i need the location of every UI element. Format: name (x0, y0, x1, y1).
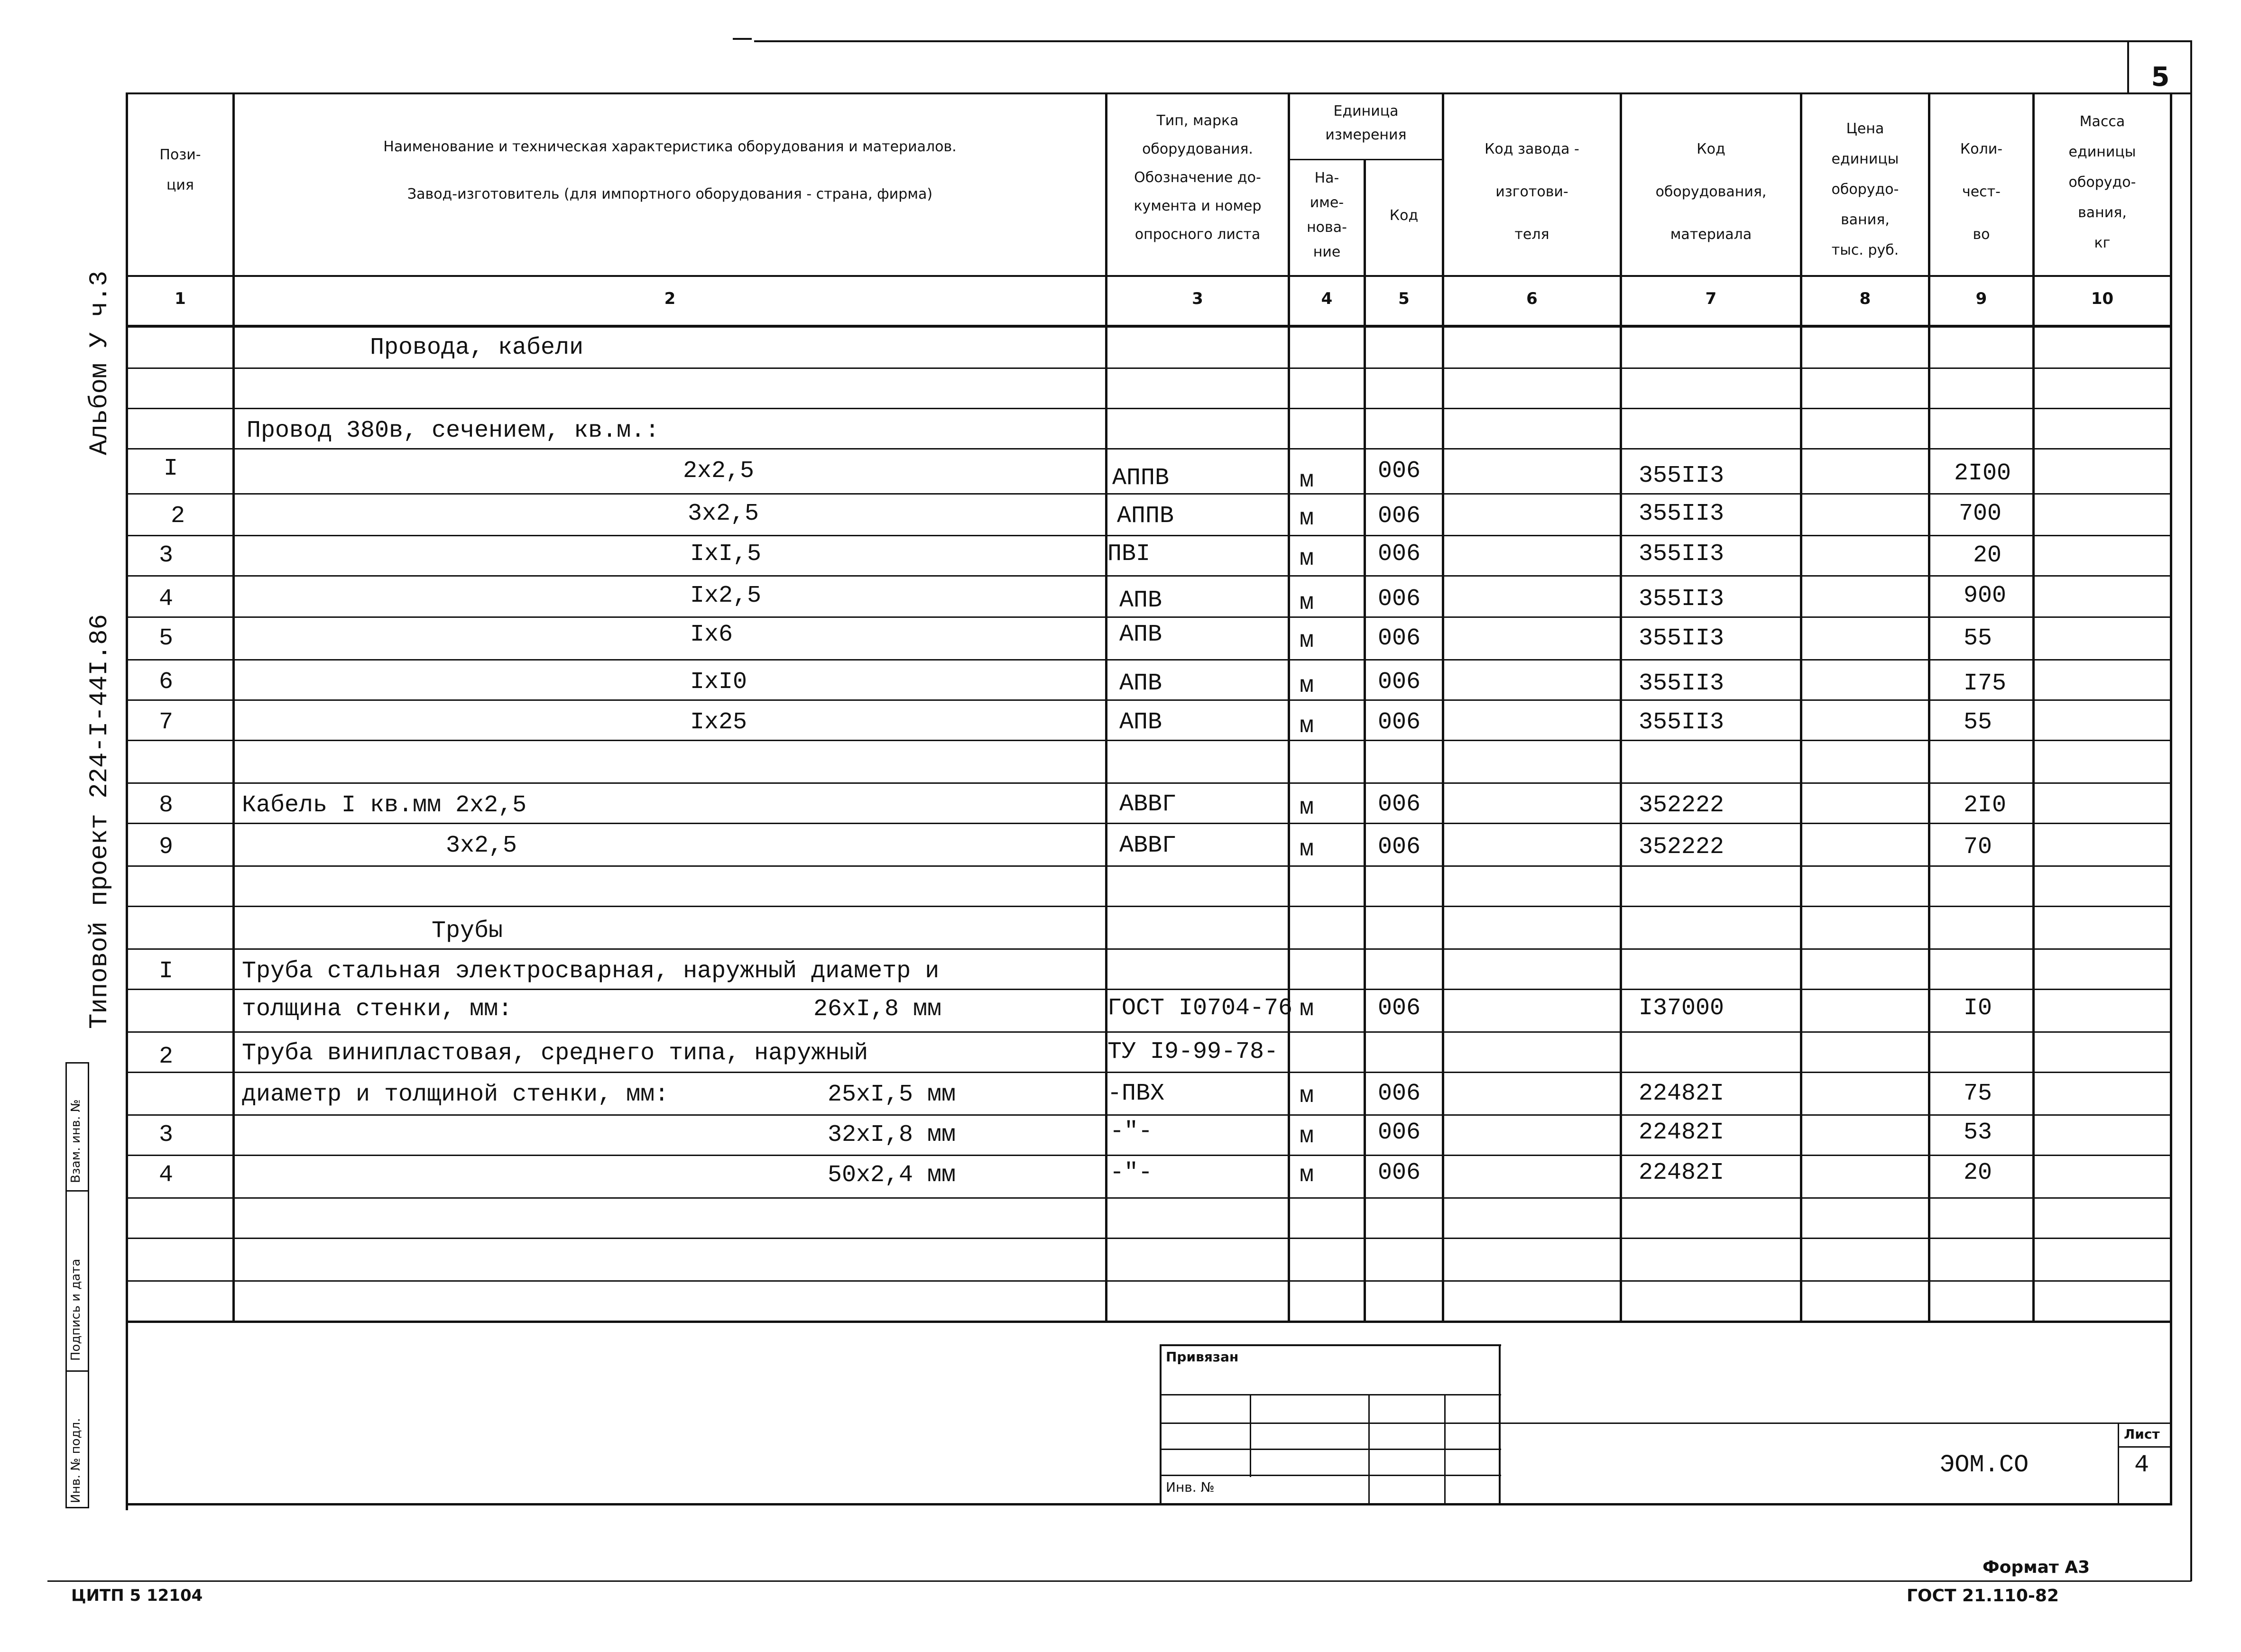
stamp-privyazan: Привязан (1166, 1349, 1239, 1365)
table-row-pos: I (164, 455, 178, 482)
stamp-inv-number: Инв. № (1166, 1479, 1215, 1495)
table-row-qty: 20 (1964, 1159, 1992, 1186)
table-row-qty: 2I00 (1954, 460, 2011, 487)
table-row-size: 26xI,8 мм (813, 996, 942, 1023)
side-label-album: Альбом У ч.3 (85, 271, 114, 455)
table-row-type: -ПВХ (1107, 1080, 1165, 1107)
table-row-name: Труба винипластовая, среднего типа, наружный (242, 1040, 868, 1067)
table-row-type: АППВ (1112, 465, 1170, 492)
table-row-name: Ix25 (690, 709, 747, 736)
table-row-name: Ix2,5 (690, 582, 762, 609)
table-row-type: АППВ (1117, 503, 1174, 530)
table-row-unit: м (1300, 836, 1314, 863)
table-row-type: -"- (1110, 1118, 1153, 1145)
table-row-code: 006 (1378, 834, 1421, 861)
table-row-equip-code: 22482I (1639, 1080, 1725, 1107)
table-row-equip-code: 355II3 (1639, 625, 1725, 652)
table-row-code: 006 (1378, 458, 1421, 485)
table-row-unit: м (1300, 794, 1314, 821)
table-row-equip-code: 22482I (1639, 1159, 1725, 1186)
sheet-value: 4 (2134, 1451, 2149, 1479)
table-row-name: толщина стенки, мм: (242, 996, 513, 1023)
table-row-code: 006 (1378, 1159, 1421, 1186)
table-row-equip-code: 352222 (1639, 792, 1725, 819)
header-type: Тип, марка оборудования. Обозначение до- кумента и номер опросного листа (1134, 112, 1262, 243)
footer-left: ЦИТП 5 12104 (71, 1586, 203, 1605)
header-quantity: Коли- чест- во (1960, 141, 2003, 243)
col-num-10: 10 (2091, 289, 2114, 308)
table-row-equip-code: 352222 (1639, 834, 1725, 861)
table-row-equip-code: 355II3 (1639, 462, 1725, 489)
table-row-name: Ix6 (690, 621, 733, 648)
table-row-name: Кабель I кв.мм 2x2,5 (242, 792, 527, 819)
col-num-9: 9 (1975, 289, 1987, 308)
col-num-5: 5 (1398, 289, 1410, 308)
table-row-pos: 8 (159, 792, 174, 819)
col-num-4: 4 (1321, 289, 1333, 308)
col-num-8: 8 (1859, 289, 1871, 308)
side-label-inv-original: Инв. № подл. (69, 1418, 83, 1503)
table-row-type: АПВ (1119, 587, 1162, 614)
table-row-unit: м (1300, 1083, 1314, 1110)
table-row-equip-code: 22482I (1639, 1119, 1725, 1146)
sheet-label: Лист (2124, 1426, 2160, 1442)
table-row-unit: м (1300, 672, 1314, 699)
table-row-code: 006 (1378, 1119, 1421, 1146)
table-row-name: IxI0 (690, 669, 747, 696)
side-label-signature-date: Подпись и дата (69, 1258, 83, 1361)
header-price: Цена единицы оборудо- вания, тыс. руб. (1831, 120, 1899, 258)
col-num-6: 6 (1526, 289, 1538, 308)
table-row-code: 006 (1378, 586, 1421, 613)
table-row-qty: 20 (1973, 542, 2002, 569)
table-row-qty: I75 (1964, 670, 2007, 697)
header-position: Пози- ция (159, 147, 201, 193)
table-row-equip-code: 355II3 (1639, 541, 1725, 568)
table-row-size: 32xI,8 мм (828, 1121, 956, 1148)
table-row-qty: 55 (1964, 709, 1992, 736)
table-row-equip-code: 355II3 (1639, 670, 1725, 697)
table-row-name: 3x2,5 (688, 500, 759, 527)
table-row-qty: 700 (1959, 500, 2002, 527)
table-row-type: АВВГ (1119, 791, 1177, 818)
table-row-name: Труба стальная электросварная, наружный диаметр и (242, 958, 940, 985)
header-unit-code: Код (1389, 207, 1419, 224)
table-row-type: -"- (1110, 1159, 1153, 1186)
table-row-code: 006 (1378, 995, 1421, 1022)
table-row-pos: I (159, 958, 174, 985)
section-title-pipes: Трубы (432, 918, 503, 945)
table-row-pos: 5 (159, 625, 174, 652)
table-row-qty: 70 (1964, 834, 1992, 861)
table-row-size: 50x2,4 мм (828, 1162, 956, 1189)
table-row-code: 006 (1378, 625, 1421, 652)
table-row-type: ТУ I9-99-78- (1107, 1038, 1279, 1065)
header-equipment-code: Код оборудования, материала (1655, 141, 1767, 243)
table-row-type: АВВГ (1119, 832, 1177, 859)
table-row-code: 006 (1378, 791, 1421, 818)
table-row-unit: м (1300, 505, 1314, 532)
table-row-code: 006 (1378, 503, 1421, 530)
table-row-unit: м (1300, 589, 1314, 616)
header-unit: Единица измерения (1325, 103, 1407, 143)
table-row-pos: 9 (159, 834, 174, 861)
table-row-size: 25xI,5 мм (828, 1081, 956, 1108)
table-row-equip-code: 355II3 (1639, 500, 1725, 527)
table-row-qty: I0 (1964, 995, 1992, 1022)
table-row-name: 3x2,5 (446, 832, 517, 859)
table-row-pos: 2 (171, 503, 185, 530)
table-row-pos: 7 (159, 709, 174, 736)
header-unit-name: На- име- нова- ние (1307, 170, 1347, 260)
table-row-unit: м (1300, 1162, 1314, 1189)
side-label-project: Типовой проект 224-I-44I.86 (85, 614, 114, 1029)
table-row-unit: м (1300, 996, 1314, 1023)
table-row-qty: 55 (1964, 625, 1992, 652)
header-factory-code: Код завода - изготови- теля (1485, 141, 1579, 243)
table-row-pos: 2 (159, 1043, 174, 1070)
table-row-pos: 4 (159, 1162, 174, 1189)
table-row-equip-code: 355II3 (1639, 709, 1725, 736)
table-row-qty: 2I0 (1964, 792, 2007, 819)
table-row-unit: м (1300, 467, 1314, 494)
table-row-pos: 3 (159, 542, 174, 569)
table-row-qty: 75 (1964, 1080, 1992, 1107)
table-row-unit: м (1300, 627, 1314, 654)
header-name-line1: Наименование и техническая характеристика оборудования и материалов. (383, 138, 957, 155)
header-mass: Масса единицы оборудо- вания, кг (2068, 113, 2136, 251)
table-row-pos: 4 (159, 586, 174, 613)
table-row-unit: м (1300, 713, 1314, 740)
col-num-3: 3 (1192, 289, 1203, 308)
table-row-pos: 3 (159, 1121, 174, 1148)
table-row-code: 006 (1378, 541, 1421, 568)
table-row-code: 006 (1378, 669, 1421, 696)
table-row-pos: 6 (159, 669, 174, 696)
table-row-type: АПВ (1119, 709, 1162, 736)
table-row-type: АПВ (1119, 621, 1162, 648)
table-row-label: Провод 380в, сечением, кв.м.: (247, 417, 660, 444)
side-label-replace-inv: Взам. инв. № (69, 1099, 83, 1183)
table-row-name: IxI,5 (690, 541, 762, 568)
table-row-qty: 900 (1964, 582, 2007, 609)
table-row-qty: 53 (1964, 1119, 1992, 1146)
footer-format: Формат А3 (1983, 1558, 2090, 1577)
table-row-unit: м (1300, 1123, 1314, 1150)
table-row-code: 006 (1378, 1080, 1421, 1107)
table-row-type: ПВI (1107, 541, 1151, 568)
table-row-name: 2x2,5 (683, 458, 755, 485)
col-num-7: 7 (1705, 289, 1717, 308)
col-num-1: 1 (175, 289, 186, 308)
table-row-equip-code: I37000 (1639, 995, 1725, 1022)
table-row-code: 006 (1378, 709, 1421, 736)
table-row-equip-code: 355II3 (1639, 586, 1725, 613)
table-row-unit: м (1300, 545, 1314, 572)
top-sheet-number: 5 (2151, 62, 2170, 92)
section-title-wires: Провода, кабели (370, 334, 584, 361)
footer-gost: ГОСТ 21.110-82 (1907, 1586, 2059, 1606)
col-num-2: 2 (664, 289, 676, 308)
doc-code: ЭОМ.СО (1940, 1451, 2029, 1479)
table-row-name: диаметр и толщиной стенки, мм: (242, 1081, 669, 1108)
header-name-line2: Завод-изготовитель (для импортного оборудования - страна, фирма) (407, 186, 933, 202)
table-row-type: ГОСТ I0704-76 (1107, 995, 1293, 1022)
table-row-type: АПВ (1119, 670, 1162, 697)
